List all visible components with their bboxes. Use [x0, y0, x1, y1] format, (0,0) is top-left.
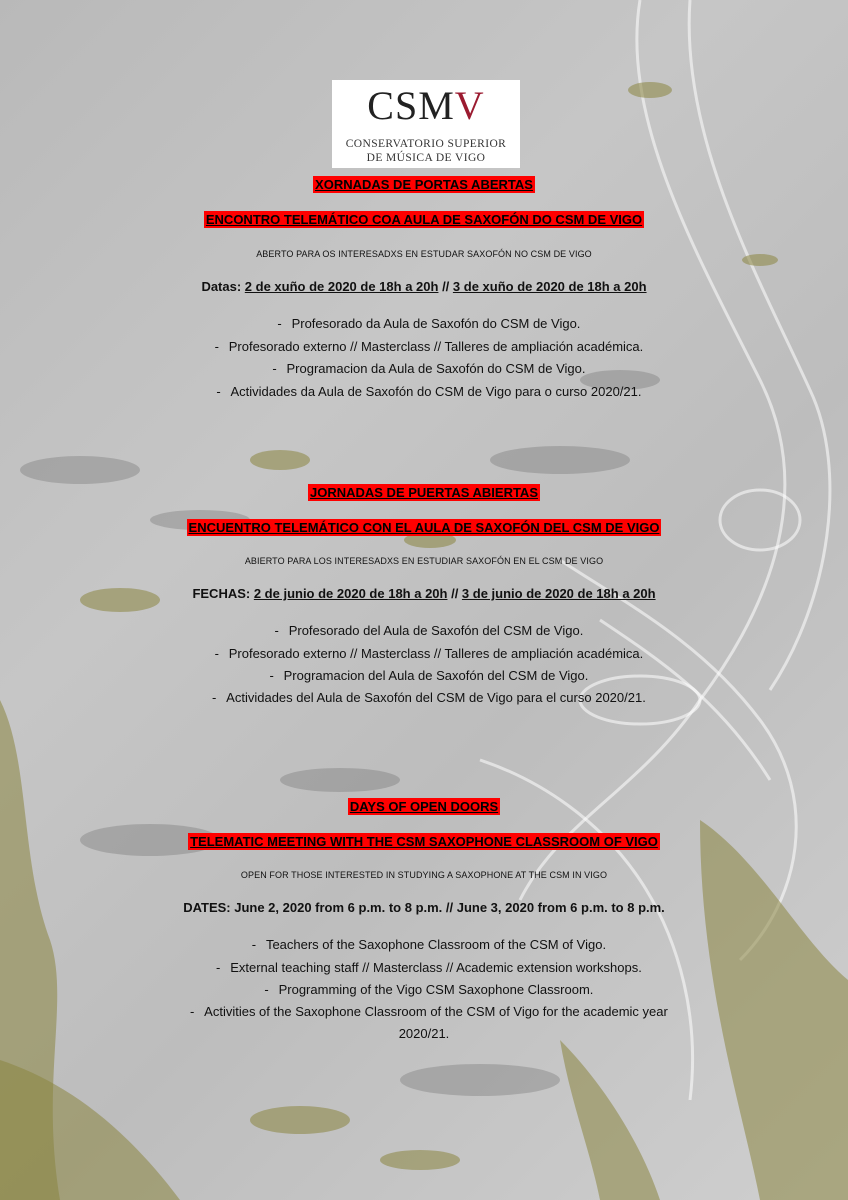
english-item-text: Programming of the Vigo CSM Saxophone Classroom.: [278, 982, 594, 997]
logo-line-1: CONSERVATORIO SUPERIOR: [345, 138, 507, 150]
galician-item: [0, 316, 848, 331]
english-item-text: Activities of the Saxophone Classroom of the CSM of Vigo for the academic year: [204, 1004, 668, 1019]
spanish-item-text: Actividades del Aula de Saxofón del CSM de Vigo para el curso 2020/21.: [226, 690, 646, 705]
bullet-dash: -: [216, 960, 221, 975]
english-item: [0, 982, 848, 997]
spanish-item-text: Profesorado externo // Masterclass // Talleres de ampliación académica.: [228, 646, 644, 661]
galician-note: ABERTO PARA OS INTERESADXS EN ESTUDAR SAXOFÓN NO CSM DE VIGO: [256, 249, 592, 259]
galician-dates-sep: //: [438, 279, 453, 294]
bullet-dash: -: [214, 646, 219, 661]
english-item-text: External teaching staff // Masterclass // Academic extension workshops.: [230, 960, 642, 975]
bullet-dash: -: [214, 339, 219, 354]
spanish-heading: JORNADAS DE PUERTAS ABIERTAS: [309, 485, 538, 500]
galician-item: [0, 384, 848, 399]
spanish-subheading: ENCUENTRO TELEMÁTICO CON EL AULA DE SAXOFÓN DEL CSM DE VIGO: [188, 520, 660, 535]
spanish-item: [0, 623, 848, 638]
spanish-dates: [0, 586, 848, 601]
bullet-dash: -: [216, 384, 221, 399]
spanish-dates-sep: //: [447, 586, 462, 601]
english-item: [0, 960, 848, 975]
spanish-heading-row: [0, 484, 848, 502]
bullet-dash: -: [272, 361, 277, 376]
spanish-item: [0, 690, 848, 705]
english-subheading: TELEMATIC MEETING WITH THE CSM SAXOPHONE CLASSROOM OF VIGO: [190, 834, 658, 849]
csmv-logo: [332, 80, 520, 168]
galician-date-2: 3 de xuño de 2020 de 18h a 20h: [452, 279, 647, 294]
galician-item: [0, 339, 848, 354]
logo-line-2: DE MÚSICA DE VIGO: [366, 152, 486, 164]
english-note: OPEN FOR THOSE INTERESTED IN STUDYING A SAXOPHONE AT THE CSM IN VIGO: [240, 870, 608, 880]
english-heading: DAYS OF OPEN DOORS: [349, 799, 499, 814]
bullet-dash: -: [189, 1004, 195, 1019]
bullet-dash: -: [269, 668, 274, 683]
galician-dates-label: Datas:: [201, 279, 245, 294]
spanish-subheading-row: [0, 519, 848, 537]
english-item: [0, 937, 848, 952]
spanish-item-text: Programacion del Aula de Saxofón del CSM de Vigo.: [283, 668, 589, 683]
logo-mark: [332, 82, 520, 129]
bullet-dash: -: [264, 982, 269, 997]
spanish-item: [0, 646, 848, 661]
galician-subheading-row: [0, 211, 848, 229]
spanish-item-text: Profesorado del Aula de Saxofón del CSM de Vigo.: [288, 623, 584, 638]
spanish-item: [0, 668, 848, 683]
english-heading-row: [0, 798, 848, 816]
spanish-dates-label: FECHAS:: [192, 586, 254, 601]
english-item-text: Teachers of the Saxophone Classroom of the CSM of Vigo.: [265, 937, 607, 952]
english-item: [0, 1004, 848, 1019]
bullet-dash: -: [251, 937, 257, 952]
galician-item: [0, 361, 848, 376]
galician-subheading: ENCONTRO TELEMÁTICO COA AULA DE SAXOFÓN DO CSM DE VIGO: [205, 212, 643, 227]
galician-item-text: Actividades da Aula de Saxofón do CSM de Vigo para o curso 2020/21.: [230, 384, 642, 399]
galician-heading-row: [0, 176, 848, 194]
galician-dates: [0, 279, 848, 294]
galician-item-text: Profesorado da Aula de Saxofón do CSM de Vigo.: [291, 316, 581, 331]
galician-item-text: Profesorado externo // Masterclass // Talleres de ampliación académica.: [228, 339, 644, 354]
english-dates: DATES: June 2, 2020 from 6 p.m. to 8 p.m. // June 3, 2020 from 6 p.m. to 8 p.m.: [183, 900, 665, 915]
english-subheading-row: [0, 833, 848, 851]
bullet-dash: -: [212, 690, 217, 705]
bullet-dash: -: [277, 316, 282, 331]
galician-heading: XORNADAS DE PORTAS ABERTAS: [315, 177, 533, 192]
galician-date-1: 2 de xuño de 2020 de 18h a 20h: [244, 279, 439, 294]
spanish-note: ABIERTO PARA LOS INTERESADXS EN ESTUDIAR SAXOFÓN EN EL CSM DE VIGO: [244, 556, 604, 566]
bullet-dash: -: [274, 623, 279, 638]
spanish-date-1: 2 de junio de 2020 de 18h a 20h: [253, 586, 448, 601]
logo-mark-v: V: [454, 83, 485, 128]
english-item-continuation: 2020/21.: [398, 1026, 450, 1041]
logo-mark-csm: CSM: [367, 83, 455, 128]
galician-item-text: Programacion da Aula de Saxofón do CSM de Vigo.: [286, 361, 586, 376]
spanish-date-2: 3 de junio de 2020 de 18h a 20h: [461, 586, 656, 601]
